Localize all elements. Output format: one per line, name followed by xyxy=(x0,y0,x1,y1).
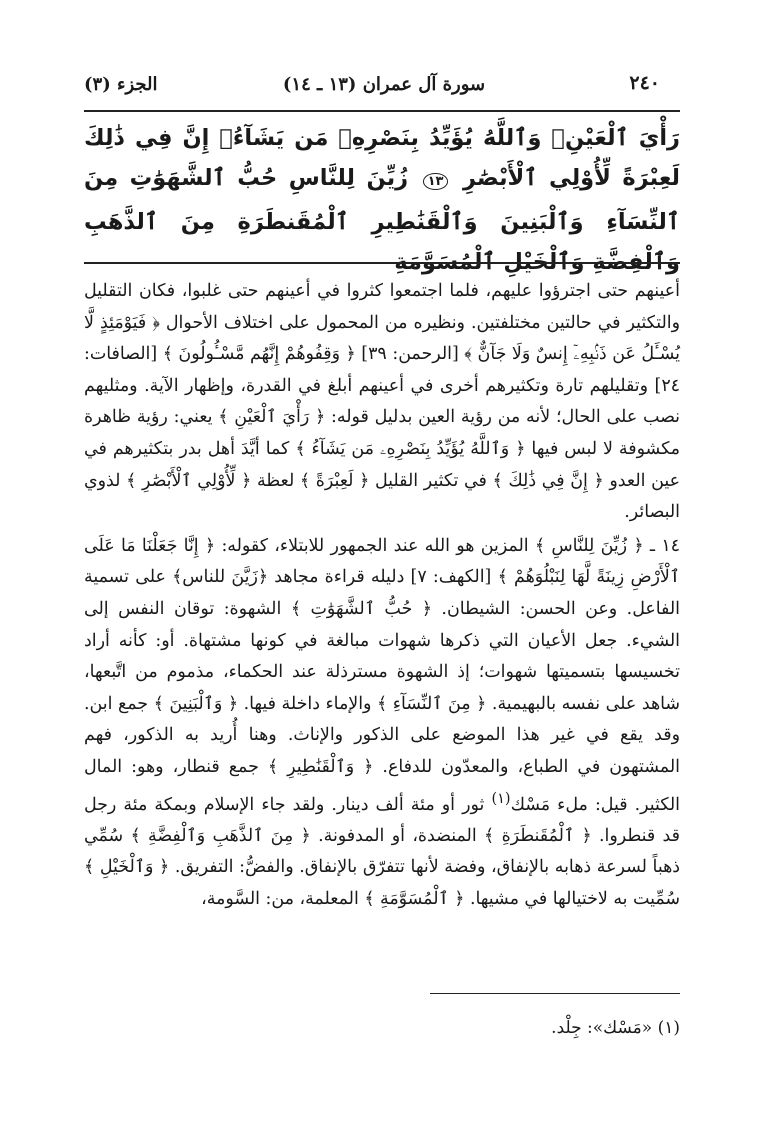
commentary-paragraph-2-rest: ثور أو مئة ألف دينار. ولقد جاء الإسلام وبمكة مئة رجل قد قنطروا. ﴿ ٱلْمُقَنطَرَةِ ﴾ المنضدة، أو المدفونة. ﴿ مِنَ ٱلذَّهَبِ وَٱلْفِضَّةِ ﴾ سُمِّي ذهباً لسرعة ذهابه بالإنفاق، وفضة لأنها تتفرّق بالإنفاق. والفضُّ: التفريق. ﴿ وَٱلْخَيْلِ ﴾ سُمِّيت به لاختيالها في مشيها. ﴿ ٱلْمُسَوَّمَةِ ﴾ المعلمة، من: السَّومة، xyxy=(84,794,680,910)
part-label: الجزء (٣) xyxy=(84,74,158,95)
footnote-text: «مَسْك»: جِلْد. xyxy=(551,1018,653,1038)
footnote xyxy=(84,1014,680,1042)
commentary-paragraph-2 xyxy=(84,531,680,916)
footnote-reference: (١) xyxy=(491,790,511,807)
verse-13-tail: رَأْيَ ٱلْعَيْنِۚ وَٱللَّهُ يُؤَيِّدُ بِنَصْرِهِۦ مَن يَشَآءُۚ إِنَّ فِي ذَٰلِكَ لَعِبْرَةً لِّأُوْلِي ٱلْأَبْصَٰرِ xyxy=(84,125,680,191)
tafsir-commentary xyxy=(84,276,680,916)
running-header xyxy=(84,72,680,106)
commentary-paragraph-1: أعينهم حتى اجترؤوا عليهم، فلما اجتمعوا كثروا في أعينهم حتى غلبوا، فكان التقليل والتكثير في حالتين مختلفتين. ونظيره من المحمول على اختلاف الأحوال ﴿ فَيَوْمَئِذٍ لَّا يُسْـَٔلُ عَن ذَنۢبِهِۦٓ إِنسٌ وَلَا جَآنٌّ ﴾ [الرحمن: ٣٩] ﴿ وَقِفُوهُمْ إِنَّهُم مَّسْـُٔولُونَ ﴾ [الصافات: ٢٤] وتقليلهم تارة وتكثيرهم أخرى في أعينهم أبلغ في القدرة، وإظهار الآية. ومثليهم نصب على الحال؛ لأنه من رؤية العين بدليل قوله: ﴿ رَأْيَ ٱلْعَيْنِ ﴾ يعني: رؤية ظاهرة مكشوفة لا لبس فيها ﴿ وَٱللَّهُ يُؤَيِّدُ بِنَصْرِهِۦ مَن يَشَآءُ ﴾ كما أيَّدَ أهل بدر بتكثيرهم في عين العدو ﴿ إِنَّ فِي ذَٰلِكَ ﴾ في تكثير القليل ﴿ لَعِبْرَةً ﴾ لعظة ﴿ لِّأُوْلِي ٱلْأَبْصَٰرِ ﴾ لذوي البصائر. xyxy=(84,281,680,523)
commentary-paragraph-2-text: ١٤ ـ ﴿ زُيِّنَ لِلنَّاسِ ﴾ المزين هو الله عند الجمهور للابتلاء، كقوله: ﴿ إِنَّا جَعَلْنَا مَا عَلَى ٱلْأَرْضِ زِينَةً لَّهَا لِنَبْلُوَهُمْ ﴾ [الكهف: ٧] دليله قراءة مجاهد ﴿زَيَّنَ للناس﴾ على تسمية الفاعل. وعن الحسن: الشيطان. ﴿ حُبُّ ٱلشَّهَوَٰتِ ﴾ الشهوة: توقان النفس إلى الشيء. جعل الأعيان التي ذكرها شهوات مبالغة في كونها مشتهاة. أو: كأنه أراد تخسيسها بتسميتها شهوات؛ إذ الشهوة مسترذلة عند الحكماء، مذموم من اتَّبعها، شاهد على نفسه بالبهيمية. ﴿ مِنَ ٱلنِّسَآءِ ﴾ والإماء داخلة فيها. ﴿ وَٱلْبَنِينَ ﴾ جمع ابن. وقد يقع في غير هذا الموضع على الذكور والإناث. وهنا أُريد به الذكور، فهم المشتهون في الطباع، والمعدّون للدفاع. ﴿ وَٱلْقَنَٰطِيرِ ﴾ جمع قنطار، وهو: المال الكثير. قيل: ملء مَسْك xyxy=(84,535,680,815)
footnote-number: (١) xyxy=(657,1018,680,1038)
ayah-number-marker: ١٣ xyxy=(423,173,449,190)
header-divider xyxy=(84,110,680,112)
surah-title: سورة آل عمران (١٣ ـ ١٤) xyxy=(282,74,486,95)
page-number: ٢٤٠ xyxy=(629,72,660,94)
verse-14: زُيِّنَ لِلنَّاسِ حُبُّ ٱلشَّهَوَٰتِ مِنَ ٱلنِّسَآءِ وَٱلْبَنِينَ وَٱلْقَنَٰطِيرِ ٱلْمُقَنطَرَةِ مِنَ ٱلذَّهَبِ وَٱلْفِضَّةِ وَٱلْخَيْلِ ٱلْمُسَوَّمَةِ xyxy=(84,165,680,275)
verse-divider xyxy=(84,262,680,264)
footnote-divider xyxy=(430,993,680,994)
quran-verses xyxy=(84,118,680,282)
